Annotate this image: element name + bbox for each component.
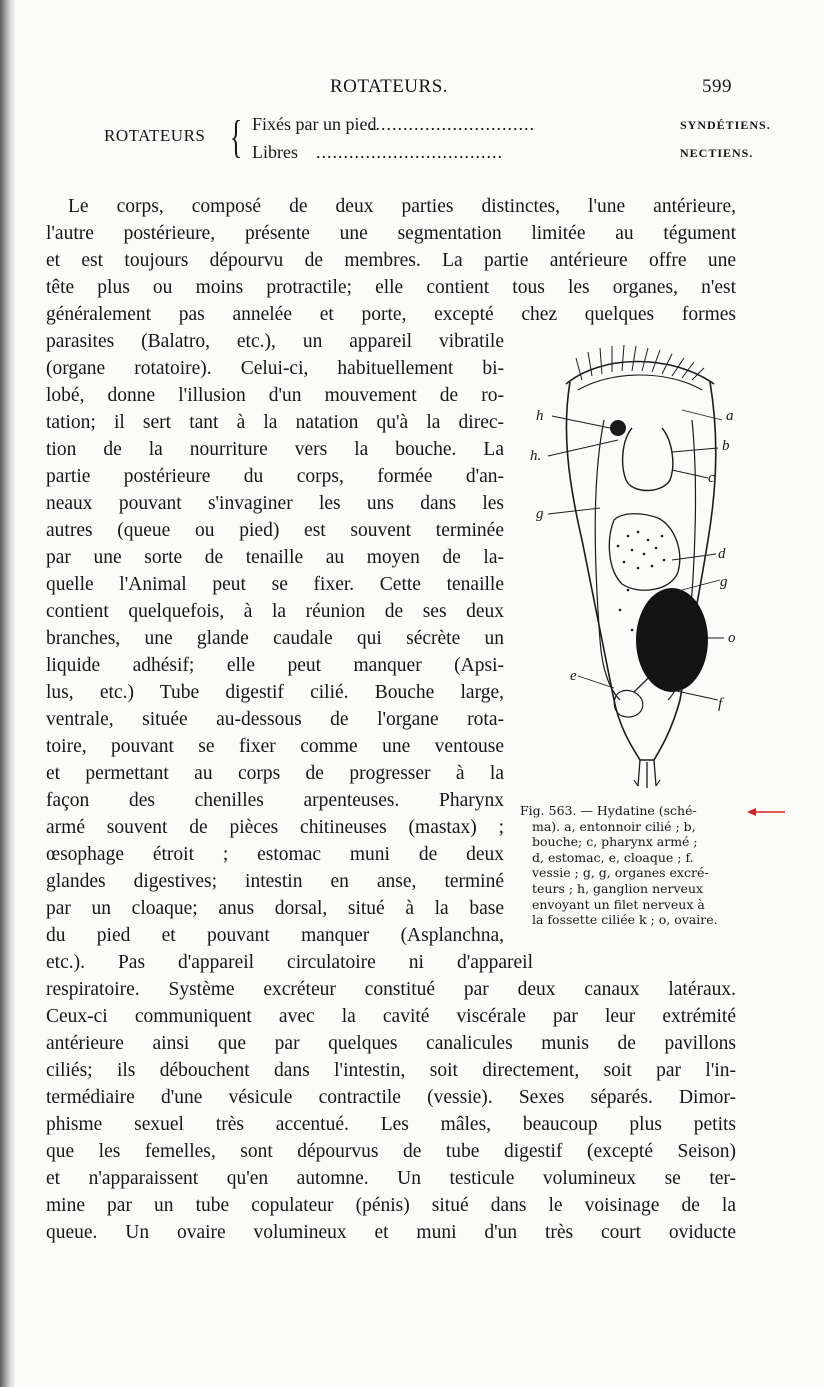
text-line: par une sorte de tenaille au moyen de la-: [46, 547, 504, 568]
text-line: neaux pouvant s'invaginer les uns dans les: [46, 493, 504, 514]
text-line: œsophage étroit ; estomac muni de deux: [46, 844, 504, 865]
hydatine-figure: [522, 340, 752, 810]
text-line: tête plus ou moins protractile; elle contient tous les organes, n'est: [46, 277, 736, 298]
text-line: toire, pouvant se fixer comme une ventouse: [46, 736, 504, 757]
excretory-canal-left: [595, 420, 620, 700]
caption-line: envoyant un filet nerveux à: [532, 896, 705, 912]
ovary: [636, 588, 708, 692]
text-line: partie postérieure du corps, formée d'an-: [46, 466, 504, 487]
caption-line: teurs ; h, ganglion nerveux: [532, 880, 704, 896]
text-line: Le corps, composé de deux parties distinctes, l'une antérieure,: [68, 196, 736, 217]
text-line: et est toujours dépourvu de membres. La partie antérieure offre une: [46, 250, 736, 271]
text-line: par un cloaque; anus dorsal, situé à la base: [46, 898, 504, 919]
classification-label: Libres: [252, 142, 298, 162]
brace-symbol: {: [230, 111, 243, 162]
text-line: et n'apparaissent qu'en automne. Un testicule volumineux se ter-: [46, 1168, 736, 1189]
label-g-left: g: [536, 506, 544, 522]
text-line: lobé, donne l'illusion d'un mouvement de ro-: [46, 385, 504, 406]
label-o: o: [728, 630, 736, 646]
text-line: autres (queue ou pied) est souvent terminée: [46, 520, 504, 541]
classification-row: [252, 114, 771, 136]
label-b: b: [722, 438, 730, 454]
ganglion: [610, 420, 626, 436]
text-line: lus, etc.) Tube digestif cilié. Bouche large,: [46, 682, 504, 703]
label-f: f: [718, 696, 723, 712]
text-line: liquide adhésif; elle peut manquer (Apsi-: [46, 655, 504, 676]
text-line: glandes digestives; intestin en anse, terminé: [46, 871, 504, 892]
figure-caption: [518, 803, 746, 928]
leader-dots: ..................................: [316, 142, 503, 162]
stomach: [609, 514, 679, 591]
caption-line: ma). a, entonnoir cilié ; b,: [532, 818, 696, 834]
label-c: c: [708, 470, 715, 486]
caption-line: la fossette ciliée k ; o, ovaire.: [532, 912, 718, 928]
text-line: l'autre postérieure, présente une segmentation limitée au tégument: [46, 223, 736, 244]
text-line: Ceux-ci communiquent avec la cavité viscérale par leur extrémité: [46, 1006, 736, 1027]
caption-line: Fig. 563. — Hydatine (sché-: [520, 803, 697, 818]
page-number: 599: [702, 76, 732, 97]
text-line: que les femelles, sont dépourvus de tube digestif (excepté Seison): [46, 1141, 736, 1162]
leader-dots: ..............................: [370, 114, 535, 134]
classification-group: SYNDÉTIENS.: [680, 118, 771, 132]
label-g-right: g: [720, 574, 728, 590]
text-line: (organe rotatoire). Celui-ci, habituellement bi-: [46, 358, 504, 379]
text-line: etc.). Pas d'appareil circulatoire ni d'appareil: [46, 952, 533, 973]
label-h-mid: h.: [530, 448, 542, 464]
label-d: d: [718, 546, 726, 562]
classification-label: Fixés par un pied: [252, 114, 377, 134]
text-line: et permettant au corps de progresser à la: [46, 763, 504, 784]
label-a: a: [726, 408, 734, 424]
running-header-title: ROTATEURS.: [330, 76, 449, 97]
text-line: mine par un tube copulateur (pénis) situé dans le voisinage de la: [46, 1195, 736, 1216]
label-h-top: h: [536, 408, 544, 424]
red-arrow-icon: [747, 806, 785, 818]
text-line: contient quelquefois, à la réunion de ses deux: [46, 601, 504, 622]
text-line: antérieure ainsi que par quelques canalicules munis de pavillons: [46, 1033, 736, 1054]
classification-row: [252, 142, 754, 164]
text-line: façon des chenilles arpenteuses. Pharynx: [46, 790, 504, 811]
text-line: du pied et pouvant manquer (Asplanchna,: [46, 925, 504, 946]
caption-line: d, estomac, e, cloaque ; f.: [532, 849, 694, 865]
label-e: e: [570, 668, 577, 684]
text-line: ventrale, située au-dessous de l'organe rota-: [46, 709, 504, 730]
text-line: armé souvent de pièces chitineuses (mastax) ;: [46, 817, 504, 838]
pharynx: [623, 428, 673, 491]
text-line: généralement pas annelée et porte, excepté chez quelques formes: [46, 304, 736, 325]
text-line: branches, une glande caudale qui sécrète un: [46, 628, 504, 649]
text-line: respiratoire. Système excréteur constitué par deux canaux latéraux.: [46, 979, 736, 1000]
text-line: tion de la nourriture vers la bouche. La: [46, 439, 504, 460]
caption-line: vessie ; g, g, organes excré-: [532, 865, 709, 881]
vessie: [614, 690, 643, 717]
page-binding-edge: [0, 0, 16, 1387]
classification-table: [104, 111, 771, 168]
text-line: tation; il sert tant à la natation qu'à la direc-: [46, 412, 504, 433]
text-line: termédiaire d'une vésicule contractile (vessie). Sexes séparés. Dimor-: [46, 1087, 736, 1108]
text-line: quelle l'Animal peut se fixer. Cette tenaille: [46, 574, 504, 595]
text-line: queue. Un ovaire volumineux et muni d'un très court oviducte: [46, 1222, 736, 1243]
caption-line: bouche; c, pharynx armé ;: [532, 834, 698, 850]
text-line: parasites (Balatro, etc.), un appareil vibratile: [46, 331, 504, 352]
classification-group-name: ROTATEURS: [104, 126, 206, 145]
text-line: ciliés; ils débouchent dans l'intestin, soit directement, soit par l'in-: [46, 1060, 736, 1081]
classification-group: NECTIENS.: [680, 146, 754, 160]
text-line: phisme sexuel très accentué. Les mâles, beaucoup plus petits: [46, 1114, 736, 1135]
